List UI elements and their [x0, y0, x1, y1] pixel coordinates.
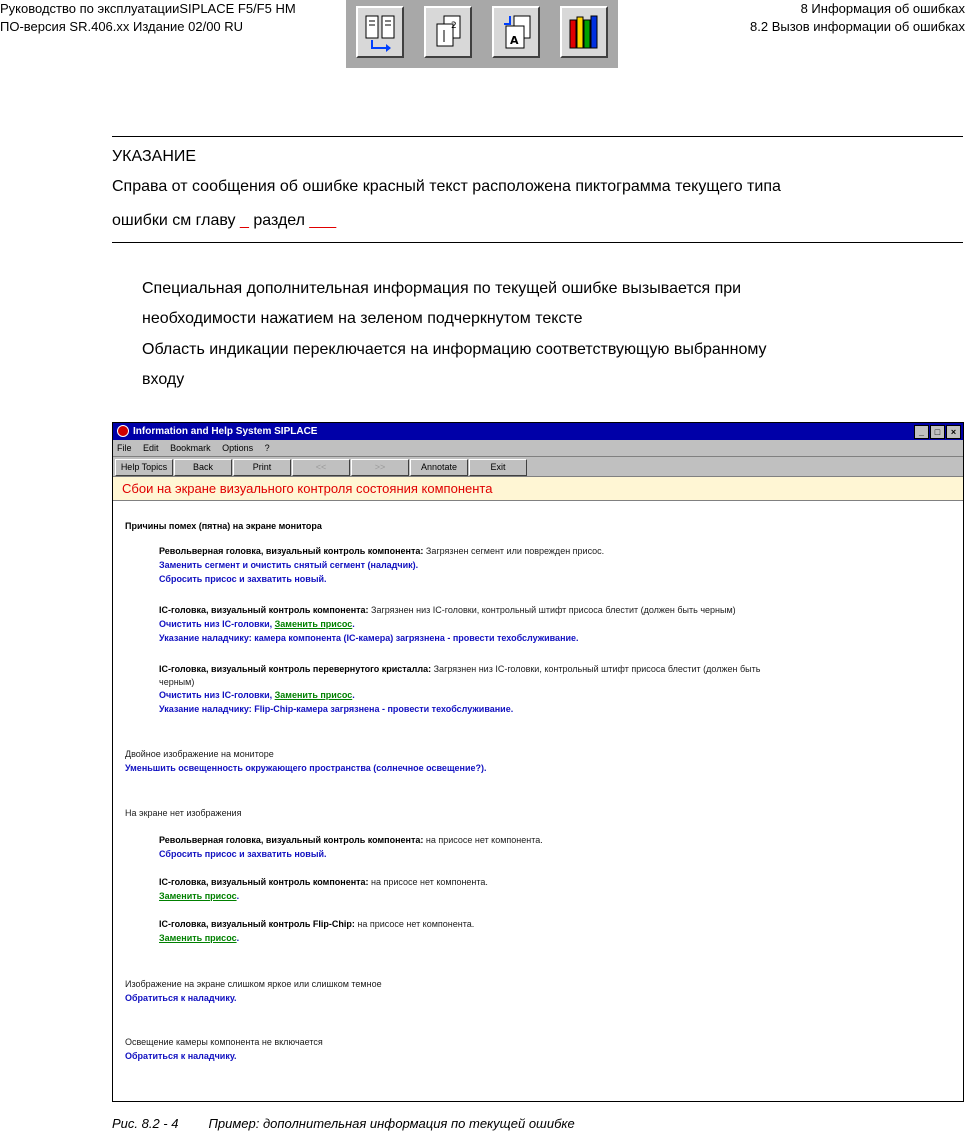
action-link[interactable]: Заменить сегмент и очистить снятый сегмент (наладчик).: [159, 560, 419, 570]
divider-bottom: [112, 242, 963, 243]
menu-edit[interactable]: Edit: [143, 443, 159, 453]
svg-text:A: A: [510, 34, 519, 47]
section-heading: На экране нет изображения: [125, 808, 242, 818]
browse-back-button[interactable]: <<: [292, 459, 350, 476]
help-window: [112, 422, 964, 1102]
exit-button[interactable]: Exit: [469, 459, 527, 476]
replace-nozzle-link[interactable]: Заменить присос: [159, 933, 237, 943]
cause-text-cont: черным): [159, 677, 195, 687]
software-version: ПО-версия SR.406.xx Издание 02/00 RU: [0, 19, 244, 34]
library-button[interactable]: [560, 6, 608, 58]
cause-text: IC-головка, визуальный контроль Flip-Chip: на присосе нет компонента.: [159, 919, 475, 929]
action-line: Очистить низ IC-головки, Заменить присос.: [159, 690, 355, 700]
browse-forward-button[interactable]: >>: [351, 459, 409, 476]
action-link[interactable]: Указание наладчику: камера компонента (IC-камера) загрязнена - провести техобслуживание.: [159, 633, 579, 643]
action-link[interactable]: Сбросить присос и захватить новый.: [159, 574, 327, 584]
chapter-title: 8 Информация об ошибках: [800, 1, 965, 16]
index-icon: [500, 14, 534, 52]
cause-text: IC-головка, визуальный контроль перевернутого кристалла: Загрязнен низ IC-головки, контрольный штифт присоса блестит (должен быть: [159, 664, 761, 674]
section-heading: Освещение камеры компонента не включается: [125, 1037, 323, 1047]
help-button-bar: [113, 457, 963, 477]
menu-file[interactable]: File: [117, 443, 132, 453]
cause-text: IC-головка, визуальный контроль компонента: Загрязнен низ IC-головки, контрольный штифт присоса блестит (должен быть черным): [159, 605, 736, 615]
action-link[interactable]: Обратиться к наладчику.: [125, 1051, 237, 1061]
replace-nozzle-link[interactable]: Заменить присос: [274, 690, 353, 700]
paragraph-1-line2: необходимости нажатием на зеленом подчеркнутом тексте: [142, 310, 583, 327]
paragraph-1-line1: Специальная дополнительная информация по текущей ошибке вызывается при: [142, 280, 742, 297]
action-link[interactable]: Обратиться к наладчику.: [125, 993, 237, 1003]
contents-button[interactable]: [356, 6, 404, 58]
cause-text: Револьверная головка, визуальный контроль компонента: Загрязнен сегмент или поврежден присос.: [159, 546, 605, 556]
topic-title: Сбои на экране визуального контроля состояния компонента: [113, 477, 963, 501]
books-icon: [568, 14, 602, 52]
help-window-titlebar: Information and Help System SIPLACE _ □ ×: [113, 423, 963, 440]
section-heading: Двойное изображение на мониторе: [125, 749, 274, 759]
index-button[interactable]: [492, 6, 540, 58]
svg-text:2: 2: [451, 21, 457, 31]
action-line: Заменить присос.: [159, 891, 240, 901]
minimize-button[interactable]: _: [914, 425, 929, 439]
menu-help[interactable]: ?: [264, 443, 270, 453]
menu-bookmark[interactable]: Bookmark: [170, 443, 211, 453]
cause-text: Револьверная головка, визуальный контроль компонента: на присосе нет компонента.: [159, 835, 543, 845]
app-icon: [117, 425, 129, 437]
print-button[interactable]: Print: [233, 459, 291, 476]
action-link[interactable]: Сбросить присос и захватить новый.: [159, 849, 327, 859]
section-heading: Причины помех (пятна) на экране монитора: [125, 521, 322, 531]
figure-number: Рис. 8.2 - 4: [112, 1116, 179, 1131]
help-topics-button[interactable]: Help Topics: [115, 459, 173, 476]
page-button[interactable]: [424, 6, 472, 58]
figure-caption: [112, 1116, 575, 1131]
figure-text: Пример: дополнительная информация по текущей ошибке: [208, 1116, 575, 1131]
action-line: Заменить присос.: [159, 933, 240, 943]
page-header-right: [750, 0, 965, 36]
close-button[interactable]: ×: [946, 425, 961, 439]
note-heading: УКАЗАНИЕ: [112, 148, 197, 165]
action-link[interactable]: Указание наладчику: Flip-Chip-камера загрязнена - провести техобслуживание.: [159, 704, 514, 714]
divider-top: [112, 136, 963, 137]
help-menu-bar: [113, 440, 963, 457]
replace-nozzle-link[interactable]: Заменить присос: [274, 619, 353, 629]
cause-text: IC-головка, визуальный контроль компонента: на присосе нет компонента.: [159, 877, 488, 887]
note-text-line1: Справа от сообщения об ошибке красный текст расположена пиктограмма текущего типа: [112, 178, 781, 195]
menu-options[interactable]: Options: [222, 443, 254, 453]
section-heading: Изображение на экране слишком яркое или слишком темное: [125, 979, 382, 989]
manual-title: Руководство по эксплуатацииSIPLACE F5/F5 HM: [0, 1, 296, 16]
annotate-button[interactable]: Annotate: [410, 459, 468, 476]
chapter-ref: _: [239, 212, 249, 229]
paragraph-2-line1: Область индикации переключается на информацию соответствующую выбранному: [142, 341, 767, 358]
action-line: Очистить низ IC-головки, Заменить присос.: [159, 619, 355, 629]
action-link[interactable]: Уменьшить освещенность окружающего пространства (солнечное освещение?).: [125, 763, 487, 773]
replace-nozzle-link[interactable]: Заменить присос: [159, 891, 237, 901]
section-ref: ___: [309, 212, 337, 229]
page-icon: [432, 14, 466, 52]
back-button[interactable]: Back: [174, 459, 232, 476]
page-header-left: [0, 0, 296, 36]
contents-icon: [364, 14, 398, 52]
paragraph-2-line2: входу: [142, 371, 185, 388]
section-title: 8.2 Вызов информации об ошибках: [750, 19, 965, 34]
maximize-button[interactable]: □: [930, 425, 945, 439]
note-text-line2: ошибки см главу _ раздел ___: [112, 212, 337, 229]
navigation-toolbar: [346, 0, 618, 68]
